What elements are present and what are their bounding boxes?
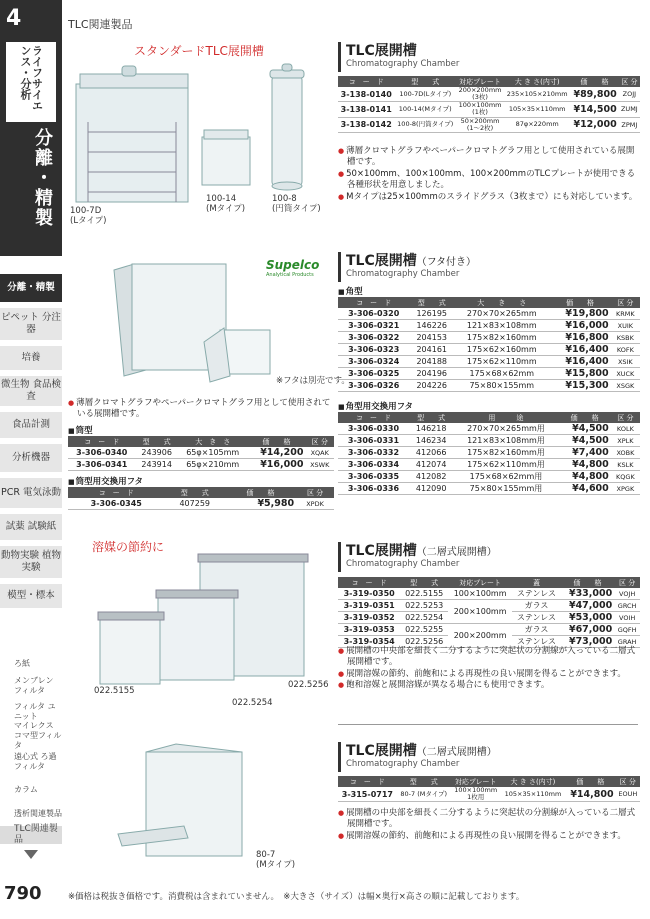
table-cell: 204188 — [409, 356, 454, 368]
table-cell: 100×100mm 1枚用 — [451, 787, 501, 802]
table-header: 大 き さ — [178, 436, 248, 447]
table-cell: ¥16,000 — [549, 320, 610, 332]
table-cell: 3-306-0326 — [338, 380, 409, 392]
table-cell: 3-319-0353 — [338, 624, 400, 636]
cylinder-lid-label: ■ 筒型用交換用フタ — [68, 475, 143, 487]
sidebar-subitem-2[interactable]: フィルタ ユニット — [14, 702, 56, 721]
table-cell: XUCK — [611, 368, 640, 380]
section4-table — [338, 776, 640, 802]
bullet-item: ● 展開槽の中央部を細長く二分するように突起状の分割線が入っている二層式展開槽です。 — [338, 808, 640, 831]
section3-table — [338, 577, 640, 648]
section4-bullets — [338, 808, 640, 842]
table-cell: 3-306-0332 — [338, 447, 409, 459]
table-cell: ¥4,600 — [558, 483, 610, 495]
table-cell: ¥73,000 — [561, 636, 614, 648]
table-header: 大 き さ(内寸) — [504, 76, 570, 87]
square-lid-table — [338, 412, 640, 495]
table-row — [338, 356, 640, 368]
table-cell: ¥4,800 — [558, 459, 610, 471]
table-cell: 3-306-0331 — [338, 435, 409, 447]
table-cell: 87φ×220mm — [504, 117, 570, 132]
cylinder-type-table — [68, 436, 334, 471]
table-header: 大 き さ — [454, 297, 549, 308]
table-cell: KOFK — [611, 344, 640, 356]
table-row — [338, 87, 640, 102]
table-cell: 270×70×265mm — [454, 308, 549, 320]
table-header: コ ー ド — [338, 297, 409, 308]
table-header: 価 格 — [570, 76, 618, 87]
sidebar-subitem-6[interactable]: 透析関連製品 — [14, 809, 62, 818]
table-cell: GRAH — [614, 636, 640, 648]
table-header: 区 分 — [305, 436, 334, 447]
table-cell: 412074 — [409, 459, 453, 471]
table-header: コ ー ド — [338, 577, 400, 588]
chamber-photo-standard — [66, 62, 336, 207]
sidebar — [0, 0, 62, 919]
table-cell: XOBK — [611, 447, 640, 459]
section4-english: Chromatography Chamber — [346, 759, 460, 769]
table-row — [338, 344, 640, 356]
table-cell: 270×70×265mm用 — [453, 423, 558, 435]
footnote: ※価格は税抜き価格です。消費税は含まれていません。 ※大きさ（サイズ）は幅×奥行×高さの順に記載しております。 — [68, 892, 525, 902]
table-header: 型 式 — [394, 76, 456, 87]
table-header: 区 分 — [611, 297, 640, 308]
table-cell: ¥67,000 — [561, 624, 614, 636]
table-cell: 3-306-0335 — [338, 471, 409, 483]
table-cell: 3-306-0341 — [68, 459, 136, 471]
table-cell: KSBK — [611, 332, 640, 344]
table-cell: 204153 — [409, 332, 454, 344]
category-label: TLC関連製品 — [68, 18, 133, 31]
table-cell: 146226 — [409, 320, 454, 332]
scroll-down-icon[interactable] — [24, 850, 38, 859]
table-header: 対応プレート — [451, 776, 501, 787]
sidebar-item-3[interactable]: 微生物 食品検査 — [0, 376, 62, 406]
table-cell: 105×35×110mm — [504, 102, 570, 117]
table-header: コ ー ド — [68, 487, 165, 498]
square-type-label: ■ 角型 — [338, 285, 363, 297]
table-cell: 105×35×110mm — [501, 787, 566, 802]
table-cell: ¥5,980 — [225, 498, 296, 510]
table-cell: 412066 — [409, 447, 453, 459]
table-cell: 204226 — [409, 380, 454, 392]
sidebar-item-8[interactable]: 動物実験 植物実験 — [0, 546, 62, 578]
chamber-photo-supelco — [94, 250, 294, 390]
table-cell: XPLK — [611, 435, 640, 447]
table-header: 価 格 — [561, 577, 614, 588]
table-row — [68, 447, 334, 459]
table-cell: 3-319-0354 — [338, 636, 400, 648]
table-header: コ ー ド — [338, 776, 397, 787]
section3-title: TLC展開槽（二層式展開槽） — [346, 543, 497, 559]
table-cell: 121×83×108mm — [454, 320, 549, 332]
sidebar-subitem-3[interactable]: マイレクス コマ型フィルタ — [14, 721, 62, 750]
table-header: 型 式 — [400, 577, 448, 588]
table-cell: KOLK — [611, 423, 640, 435]
table-cell: KQGK — [611, 471, 640, 483]
table-cell: 022.5254 — [400, 612, 448, 624]
table-cell: 75×80×155mm用 — [453, 483, 558, 495]
sidebar-item-1[interactable]: ピペット 分注器 — [0, 308, 62, 340]
photo1-caption-m: 100-14 (Mタイプ) — [206, 194, 246, 215]
table-header: 価 格 — [225, 487, 296, 498]
chapter-tab[interactable] — [0, 0, 62, 256]
table-cell: ZOJJ — [619, 87, 640, 102]
table-row — [338, 624, 640, 636]
chapter-number: 4 — [6, 6, 22, 31]
table-cell: 3-138-0140 — [338, 87, 394, 102]
table-cell: ¥12,000 — [570, 117, 618, 132]
table-header: 区 分 — [619, 76, 640, 87]
table-cell: 412090 — [409, 483, 453, 495]
bullet-item: ● 50×100mm、100×100mm、100×200mmのTLCプレートが使用できる各種形状を用意しました。 — [338, 169, 640, 192]
table-cell: VOJH — [614, 588, 640, 600]
table-cell: 200×200mm (3枚) — [456, 87, 504, 102]
table-cell: 175×82×160mm用 — [453, 447, 558, 459]
table-header: 型 式 — [409, 297, 454, 308]
sidebar-item-5[interactable]: 分析機器 — [0, 444, 62, 472]
table-row — [68, 459, 334, 471]
bullet-item: ● 飽和溶媒と展開溶媒が異なる場合にも使用できます。 — [338, 680, 640, 691]
table-row — [338, 459, 640, 471]
table-cell: ガラス — [512, 624, 561, 636]
table-header: 蓋 — [512, 577, 561, 588]
table-row — [338, 588, 640, 600]
table-cell: 3-306-0334 — [338, 459, 409, 471]
section2-english: Chromatography Chamber — [346, 269, 460, 279]
table-header: コ ー ド — [338, 412, 409, 423]
photo3-caption-5254: 022.5254 — [232, 698, 273, 708]
table-cell: 3-306-0345 — [68, 498, 165, 510]
table-header: 価 格 — [248, 436, 306, 447]
table-cell: 3-306-0340 — [68, 447, 136, 459]
table-cell: ステンレス — [512, 612, 561, 624]
table-cell: ¥89,800 — [570, 87, 618, 102]
table-header: 区 分 — [611, 412, 640, 423]
section2-title: TLC展開槽（フタ付き） — [346, 253, 477, 269]
table-cell: GQFH — [614, 624, 640, 636]
table-cell: 3-306-0336 — [338, 483, 409, 495]
photo3-caption-5256: 022.5256 — [288, 680, 329, 690]
table-cell: 243906 — [136, 447, 178, 459]
table-cell: 80-7 (Mタイプ) — [397, 787, 451, 802]
bullet-item: ● 薄層クロマトグラフやペーパークロマトグラフ用として使用されている展開槽です。 — [68, 398, 334, 421]
bullet-item: ● 展開溶媒の節約、前飽和による再現性の良い展開を得ることができます。 — [338, 669, 640, 680]
table-cell: 3-319-0351 — [338, 600, 400, 612]
table-header: 型 式 — [397, 776, 451, 787]
table-row — [338, 368, 640, 380]
table-cell: XSWK — [305, 459, 334, 471]
sidebar-item-9[interactable]: 模型・標本 — [0, 584, 62, 608]
table-row — [338, 447, 640, 459]
table-cell: ¥4,500 — [558, 423, 610, 435]
table-cell: ZUMJ — [619, 102, 640, 117]
page-number: 790 — [4, 883, 42, 904]
chamber-photo-m-type — [116, 738, 256, 876]
table-cell: 3-306-0324 — [338, 356, 409, 368]
table-cell: 3-319-0352 — [338, 612, 400, 624]
table-cell: 65φ×210mm — [178, 459, 248, 471]
bullet-item: ● 薄層クロマトグラフやペーパークロマトグラフ用として使用されている展開槽です。 — [338, 146, 640, 169]
table-cell: KRMK — [611, 308, 640, 320]
sidebar-item-0[interactable]: 分離・精製 — [0, 274, 62, 302]
table-cell: ¥14,800 — [565, 787, 615, 802]
chapter-title: 分離・精製 — [32, 128, 53, 228]
table-row — [338, 320, 640, 332]
table-cell: 022.5155 — [400, 588, 448, 600]
table-cell: 235×105×210mm — [504, 87, 570, 102]
table-row — [338, 600, 640, 612]
table-row — [338, 435, 640, 447]
table-cell: ¥14,500 — [570, 102, 618, 117]
table-cell: 3-306-0322 — [338, 332, 409, 344]
table-cell: 022.5256 — [400, 636, 448, 648]
table-cell: ¥14,200 — [248, 447, 306, 459]
table-header: 型 式 — [136, 436, 178, 447]
table-cell: 175×68×62mm用 — [453, 471, 558, 483]
table-row — [338, 787, 640, 802]
table-cell: ZPMJ — [619, 117, 640, 132]
table-header: 区 分 — [616, 776, 640, 787]
table-cell: ¥47,000 — [561, 600, 614, 612]
supelco-logo: Supelco Analytical Products — [266, 258, 320, 278]
sidebar-subitem-0[interactable]: ろ紙 — [14, 659, 30, 668]
sidebar-item-6[interactable]: PCR 電気泳動 — [0, 478, 62, 508]
sidebar-item-7[interactable]: 試薬 試験紙 — [0, 514, 62, 540]
table-cell: ¥53,000 — [561, 612, 614, 624]
table-header: 対応プレート — [448, 577, 512, 588]
photo1-title: スタンダードTLC展開槽 — [134, 44, 264, 58]
sidebar-subitem-4[interactable]: 遠心式 ろ過フィルタ — [14, 752, 57, 771]
section2-bullet — [68, 398, 334, 421]
table-cell: 175×62×160mm — [454, 344, 549, 356]
table-cell: XQAK — [305, 447, 334, 459]
table-cell: 407259 — [165, 498, 225, 510]
table-header: 価 格 — [558, 412, 610, 423]
bullet-item: ● 展開槽の中央部を細長く二分するように突起状の分割線が入っている二層式展開槽です。 — [338, 646, 640, 669]
table-cell: EOUH — [616, 787, 640, 802]
table-cell: ステンレス — [512, 636, 561, 648]
sidebar-subitem-7[interactable]: TLC関連製品 — [0, 826, 62, 844]
table-cell: VOIH — [614, 612, 640, 624]
table-header: 区 分 — [296, 487, 334, 498]
table-header: 価 格 — [565, 776, 615, 787]
table-cell: ¥16,000 — [248, 459, 306, 471]
table-cell: ¥19,800 — [549, 308, 610, 320]
table-cell: XSIK — [611, 356, 640, 368]
section1-title: TLC展開槽 — [346, 43, 417, 59]
square-type-table — [338, 297, 640, 392]
table-cell: 100-8(円筒タイプ) — [394, 117, 456, 132]
section1-english: Chromatography Chamber — [346, 59, 460, 69]
table-cell: ¥4,800 — [558, 471, 610, 483]
table-cell: 3-306-0321 — [338, 320, 409, 332]
table-cell: ¥4,500 — [558, 435, 610, 447]
table-row — [338, 423, 640, 435]
table-row — [338, 471, 640, 483]
table-header: 用 途 — [453, 412, 558, 423]
table-cell: ¥16,800 — [549, 332, 610, 344]
sidebar-item-2[interactable]: 培養 — [0, 346, 62, 370]
table-row — [338, 117, 640, 132]
table-cell: 121×83×108mm用 — [453, 435, 558, 447]
section1-bullets — [338, 146, 640, 203]
photo3-title: 溶媒の節約に — [92, 540, 165, 554]
table-cell: 204161 — [409, 344, 454, 356]
table-cell: 100-7D(Lタイプ) — [394, 87, 456, 102]
sidebar-subitem-1[interactable]: メンブレン フィルタ — [14, 676, 54, 695]
table-header: 型 式 — [165, 487, 225, 498]
table-row — [338, 332, 640, 344]
chapter-life-science: ライフサイエンス・分析 — [6, 42, 56, 122]
table-cell: ¥7,400 — [558, 447, 610, 459]
table-cell: 175×68×62mm — [454, 368, 549, 380]
photo3-caption-5155: 022.5155 — [94, 686, 135, 696]
table-header: 対応プレート — [456, 76, 504, 87]
table-cell: 175×62×110mm — [454, 356, 549, 368]
table-cell: 65φ×105mm — [178, 447, 248, 459]
table-cell: 204196 — [409, 368, 454, 380]
table-cell: 100×100mm — [448, 588, 512, 600]
sidebar-subitem-5[interactable]: カラム — [14, 785, 38, 794]
table-cell: 100-14(Mタイプ) — [394, 102, 456, 117]
table-cell: ¥15,300 — [549, 380, 610, 392]
table-cell: 175×82×160mm — [454, 332, 549, 344]
bullet-item: ● 展開溶媒の節約、前飽和による再現性の良い展開を得ることができます。 — [338, 831, 640, 842]
table-cell: 3-306-0330 — [338, 423, 409, 435]
table-row — [338, 308, 640, 320]
table-cell: 3-315-0717 — [338, 787, 397, 802]
table-row — [68, 498, 334, 510]
section3-bullets — [338, 646, 640, 692]
table-cell: ¥16,400 — [549, 356, 610, 368]
table-cell: 3-306-0325 — [338, 368, 409, 380]
table-header: 型 式 — [409, 412, 453, 423]
table-cell: 100×100mm (1枚) — [456, 102, 504, 117]
table-cell: 146234 — [409, 435, 453, 447]
table-cell: ¥15,800 — [549, 368, 610, 380]
table-cell: KSLK — [611, 459, 640, 471]
table-cell: ¥33,000 — [561, 588, 614, 600]
sidebar-item-4[interactable]: 食品計測 — [0, 412, 62, 438]
table-cell: GRCH — [614, 600, 640, 612]
section3-english: Chromatography Chamber — [346, 559, 460, 569]
section4-title: TLC展開槽（二層式展開槽） — [346, 743, 497, 759]
table-cell: 50×200mm (1～2枚) — [456, 117, 504, 132]
cylinder-lid-table — [68, 487, 334, 510]
chamber-photo-twin-trough — [80, 546, 330, 696]
section1-table — [338, 76, 640, 133]
table-cell: 3-319-0350 — [338, 588, 400, 600]
table-cell: 146218 — [409, 423, 453, 435]
table-row — [338, 102, 640, 117]
table-cell: ¥16,400 — [549, 344, 610, 356]
table-header: 価 格 — [549, 297, 610, 308]
table-cell: 3-138-0141 — [338, 102, 394, 117]
table-cell: 175×62×110mm用 — [453, 459, 558, 471]
table-header: 大 き さ(内寸) — [501, 776, 566, 787]
cylinder-type-label: ■ 筒型 — [68, 424, 93, 436]
table-cell: XSGK — [611, 380, 640, 392]
table-cell: ガラス — [512, 600, 561, 612]
bullet-item: ● Mタイプは25×100mmのスライドグラス（3枚まで）にも対応しています。 — [338, 192, 640, 203]
table-row — [338, 380, 640, 392]
table-cell: XPGK — [611, 483, 640, 495]
table-cell: 126195 — [409, 308, 454, 320]
table-header: コ ー ド — [338, 76, 394, 87]
table-cell: 022.5255 — [400, 624, 448, 636]
table-header: 区 分 — [614, 577, 640, 588]
table-cell: ステンレス — [512, 588, 561, 600]
photo1-caption-l: 100-7D (Lタイプ) — [70, 206, 107, 227]
table-row — [338, 483, 640, 495]
square-lid-label: ■ 角型用交換用フタ — [338, 400, 413, 412]
table-cell: 022.5253 — [400, 600, 448, 612]
table-cell: 3-306-0320 — [338, 308, 409, 320]
photo1-caption-cyl: 100-8 (円筒タイプ) — [272, 194, 321, 215]
table-cell: 412082 — [409, 471, 453, 483]
table-cell: 75×80×155mm — [454, 380, 549, 392]
lid-sold-separately-note: ※フタは別売です。 — [276, 376, 350, 386]
table-cell: 200×100mm — [448, 600, 512, 624]
table-header: コ ー ド — [68, 436, 136, 447]
table-cell: 200×200mm — [448, 624, 512, 648]
table-cell: 3-306-0323 — [338, 344, 409, 356]
photo4-caption: 80-7 (Mタイプ) — [256, 850, 296, 871]
table-cell: 243914 — [136, 459, 178, 471]
table-cell: XUIK — [611, 320, 640, 332]
table-cell: 3-138-0142 — [338, 117, 394, 132]
table-cell: XPDK — [296, 498, 334, 510]
